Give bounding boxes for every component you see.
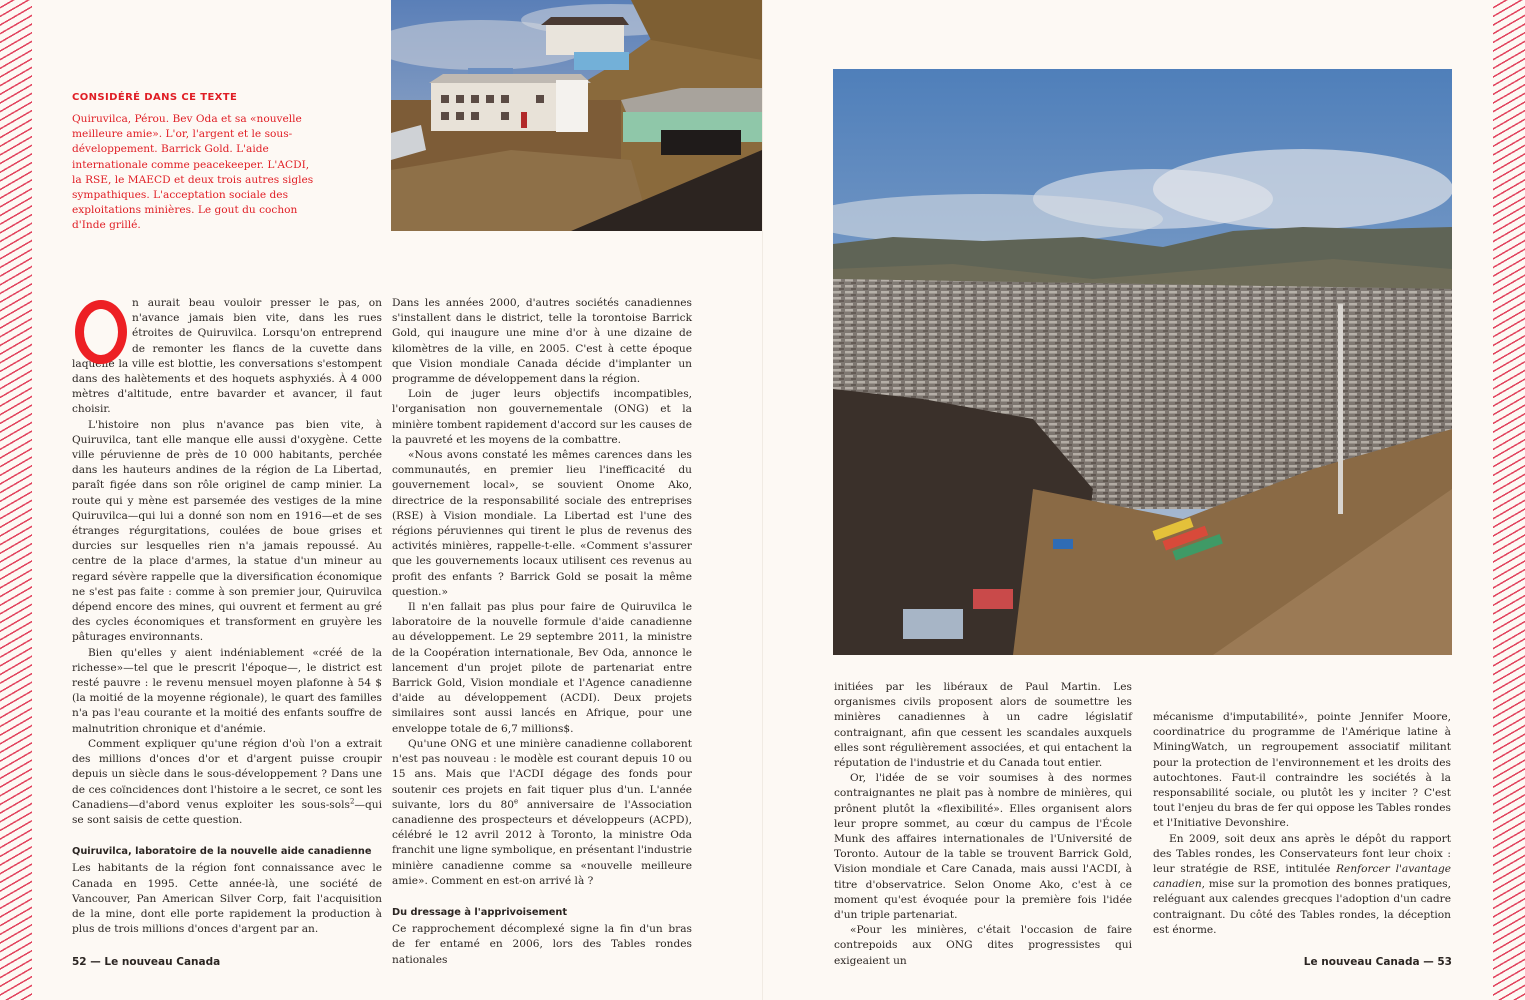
paragraph-text: Comment expliquer qu'une région d'où l'on a extrait des millions d'onces d'or et d'argent puisse croupir depuis un siècle dans le sous-développement ? Dans une de ces coïncidences dont l'histoire a le secret, ce sont les Canadiens—d'abord venus exploiter les sous-sols [72,737,382,811]
article-paragraph [1153,832,1451,938]
publication-title: Renforcer l'avantage canadien [1153,863,1451,891]
section-subhead: Quiruvilca, laboratoire de la nouvelle aide canadienne [72,846,372,858]
article-paragraph [392,737,692,889]
article-paragraph: Bien qu'elles y aient indéniablement «créé de la richesse»—tel que le prescrit l'époque—, le district est resté pauvre : le revenu mensuel moyen plafonne à 54 $ (la moitié de la moyenne régionale), le quart des familles n'a pas l'eau courante et la moitié des enfants souffre de malnutrition chronique et d'anémie. [72,646,382,735]
article-paragraph [72,296,382,418]
article-paragraph: Les habitants de la région font connaissance avec le Canada en 1995. Cette année-là, une société de Vancouver, Pan American Silver Corp, fait l'acquisition de la mine, dont elle porte rapidement la production à plus de trois millions d'onces d'argent par an. [72,862,382,936]
article-paragraph: Or, l'idée de se voir soumises à des normes contraignantes ne plait pas à nombre de minières, qui prônent plutôt la «flexibilité». Elles organisent alors leur propre sommet, au cœur du campus de l'École Munk des affaires internationales de l'Université de Toronto. Autour de la table se trouvent Barrick Gold, Vision mondiale et Care Canada, mais aussi l'ACDI, à titre d'observatrice. Selon Onome Ako, c'est à ce moment qu'est évoquée pour la première fois l'idée d'un triple partenariat. [834,772,1132,922]
article-paragraph [72,737,382,828]
footnote-marker[interactable]: 2 [349,797,355,806]
sidebar-considered-in-text [72,92,317,234]
ordinal-superscript: e [514,797,519,806]
article-paragraph: mécanisme d'imputabilité», pointe Jennifer Moore, coordinatrice du programme de l'Amérique latine à MiningWatch, un regroupement associatif militant pour la protection de l'environnement et les droits des autochtones. Faut-il contraindre les sociétés à la responsabilité sociale, ou plutôt les y inciter ? C'est tout l'enjeu du bras de fer qui oppose les Tables rondes et l'Initiative Devonshire. [1153,711,1451,830]
sidebar-title: CONSIDÉRÉ DANS CE TEXTE [72,92,238,103]
paragraph-text: n aurait beau vouloir presser le pas, on n'avance jamais bien vite, dans les rues étroites de Quiruvilca. Lorsqu'on entreprend de remonter les flancs de la cuvette dans laquelle la ville est blottie, les conversations s'estompent dans des halètements et des hoquets asphyxiés. À 4 000 mètres d'altitude, entre bavarder et avancer, il faut choisir. [72,297,382,416]
article-paragraph: Il n'en fallait pas plus pour faire de Quiruvilca le laboratoire de la nouvelle formule d'aide canadienne au développement. Le 29 septembre 2011, la ministre de la Coopération internationale, Bev Oda, annonce le lancement d'un projet pilote de partenariat entre Barrick Gold, Vision mondiale et l'Agence canadienne d'aide au développement (ACDI). Deux projets similaires sont aussi lancés en Afrique, pour une enveloppe totale de 6,7 millions$. [392,601,692,735]
article-paragraph: Ce rapprochement décomplexé signe la fin d'un bras de fer entamé en 2006, lors des Tables rondes nationales [392,923,692,966]
article-column-3 [834,680,1132,969]
photo-mining-town-buildings [391,0,762,231]
article-column-1 [72,296,382,937]
article-paragraph: Dans les années 2000, d'autres sociétés canadiennes s'installent dans le district, telle la torontoise Barrick Gold, qui inaugure une mine d'or à une dizaine de kilomètres de la ville, en 2005. C'est à cette époque que Vision mondiale Canada décide d'implanter un programme de développement dans la région. [392,297,692,386]
page-folio-left: 52 — Le nouveau Canada [72,956,221,968]
sidebar-text: Quiruvilca, Pérou. Bev Oda et sa «nouvelle meilleure amie». L'or, l'argent et le sous-développement. Barrick Gold. L'aide internationale comme peacekeeper. L'ACDI, la RSE, le MAECD et deux trois autres sigles sympathiques. L'acceptation sociale des exploitations minières. Le gout du cochon d'Inde grillé. [72,113,314,232]
photo-quiruvilca-valley [833,69,1452,655]
page-gutter [762,0,763,1000]
decorative-stripe-border-right [1493,0,1525,1000]
article-column-4 [1153,710,1451,938]
paragraph-text: , mise sur la promotion des bonnes pratiques, reléguant aux calendes grecques l'adoption d'un cadre contraignant. Du côté des Tables rondes, la déception est énorme. [1153,878,1451,936]
article-column-2 [392,296,692,968]
article-paragraph: «Nous avons constaté les mêmes carences dans les communautés, en premier lieu l'inefficacité du gouvernement local», se souvient Onome Ako, directrice de la responsabilité sociale des entreprises (RSE) à Vision mondiale. La Libertad est l'une des régions péruviennes qui tirent le plus de revenus des activités minières, rappelle-t-elle. «Comment s'assurer que les gouvernements locaux utilisent ces revenus au profit des enfants ? Barrick Gold se posait la même question.» [392,449,692,598]
paragraph-text: —qui se sont saisis de cette question. [72,798,382,826]
page-folio-right: Le nouveau Canada — 53 [1303,956,1452,968]
section-subhead: Du dressage à l'apprivoisement [392,906,568,918]
article-paragraph: L'histoire non plus n'avance pas bien vite, à Quiruvilca, tant elle manque elle aussi d'oxygène. Cette ville péruvienne de près de 10 000 habitants, perchée dans les hauteurs andines de la région de La Libertad, paraît figée dans son rôle originel de camp minier. La route qui y mène est parsemée des vestiges de la mine Quiruvilca—qui lui a donné son nom en 1916—et de ses étranges régurgitations, coulées de boue grises et durcies sur lesquelles rien n'a jamais repoussé. Au centre de la place d'armes, la statue d'un mineur au regard sévère rappelle que la diversification économique ne s'est pas faite : comme à son premier jour, Quiruvilca dépend encore des mines, qui ouvrent et ferment au gré des cycles économiques et transforment en gruyère les pâturages environnants. [72,418,382,644]
paragraph-text: En 2009, soit deux ans après le dépôt du rapport des Tables rondes, les Conservateurs font leur choix : leur stratégie de RSE, intitulée [1153,832,1451,876]
drop-cap-o-glyph [75,300,127,364]
article-paragraph: initiées par les libéraux de Paul Martin. Les organismes civils proposent alors de soumettre les minières canadiennes à un cadre législatif contraignant, afin que cessent les scandales auxquels elles sont régulièrement associées, et qui entachent la réputation de l'industrie et du Canada tout entier. [834,681,1132,770]
article-paragraph: «Pour les minières, c'était l'occasion de faire contrepoids aux ONG dites progressistes qui exigeaient un [834,924,1132,967]
decorative-stripe-border-left [0,0,32,1000]
drop-cap [72,300,124,352]
article-paragraph: Loin de juger leurs objectifs incompatibles, l'organisation non gouvernementale (ONG) et la minière tombent rapidement d'accord sur les causes de la pauvreté et les moyens de la combattre. [392,388,692,446]
paragraph-text: Qu'une ONG et une minière canadienne collaborent n'est pas nouveau : le modèle est courant depuis 10 ou 15 ans. Mais que l'ACDI dégage des fonds pour soutenir ces projets en fait tiquer plus d'un. L'année suivante, lors du 80 [392,737,692,811]
paragraph-text: anniversaire de l'Association canadienne des prospecteurs et développeurs (ACPD), célébré le 12 avril 2012 à Toronto, la ministre Oda franchit une ligne symbolique, en présentant l'industrie minière canadienne comme sa «nouvelle meilleure amie». Comment en est-on arrivé là ? [392,798,693,887]
